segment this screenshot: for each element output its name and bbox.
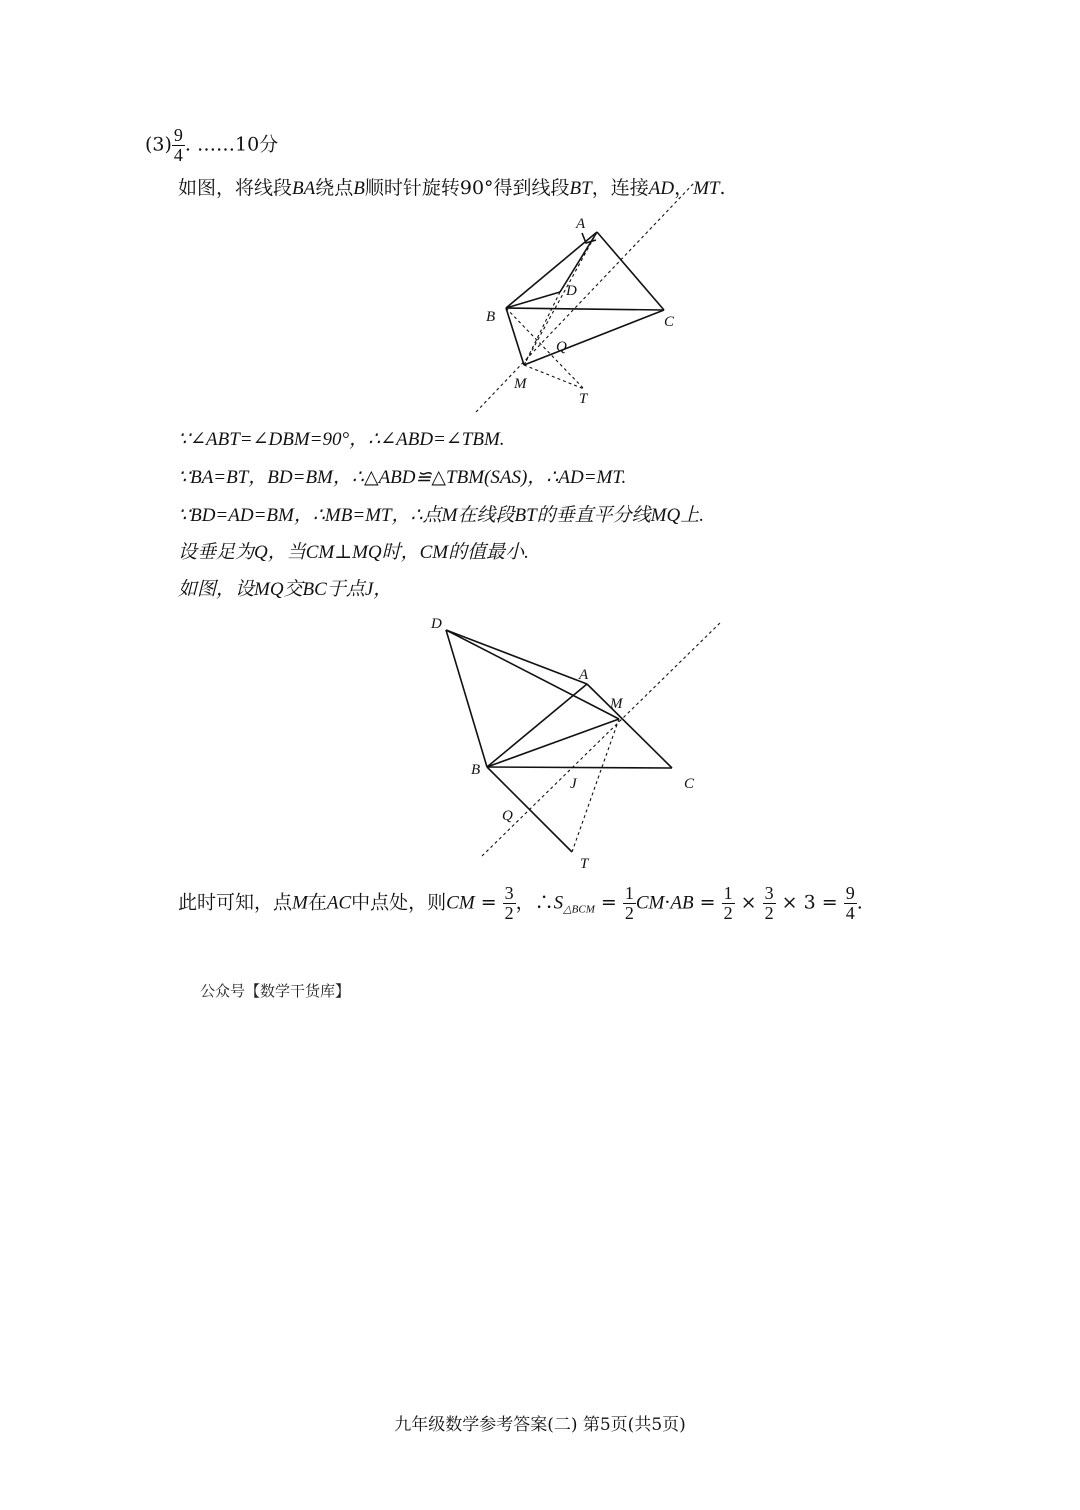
- page-footer: 九年级数学参考答案(二) 第5页(共5页): [394, 1415, 686, 1435]
- fig1-label-B: B: [486, 309, 496, 325]
- fig1-label-C: C: [664, 314, 675, 330]
- fig2-label-C: C: [684, 776, 695, 792]
- proof-line-2: ∵BA=BT，BD=BM，∴△ABD≌△TBM(SAS)，∴AD=MT.: [178, 467, 627, 488]
- part3-answer: (3) $\frac{9}{4}$ . ……10分: [145, 125, 279, 165]
- fig1-label-T: T: [579, 391, 588, 407]
- proof-line-1: ∵∠ABT=∠DBM=90°，∴∠ABD=∠TBM.: [178, 429, 505, 450]
- fig2-label-T: T: [580, 856, 589, 872]
- fig2-label-A: A: [579, 667, 589, 683]
- proof-line-3: ∵BD=AD=BM，∴MB=MT，∴点M在线段BT的垂直平分线MQ上.: [178, 505, 704, 526]
- fig1-label-M: M: [514, 376, 527, 392]
- final-computation: 此时可知，点M在AC中点处，则CM = $\frac{3}{2}$ ，$\therefore S_{\triangle BCM}$ = $\frac{1}{2}$ CM·AB = $\frac{1}{2}$ × $\frac{3}{2}$ × 3 = $\frac{9}{4}$ .: [178, 883, 863, 923]
- fig1-label-A: A: [576, 216, 586, 232]
- proof-line-5: 如图，设MQ交BC于点J，: [178, 579, 393, 600]
- construction-text: 如图，将线段BA绕点B顺时针旋转90°得到线段BT，连接AD，MT.: [178, 177, 726, 199]
- answer-fraction: $\frac{9}{4}$: [173, 125, 183, 165]
- fig2-label-B: B: [471, 762, 481, 778]
- wechat-note: 公众号【数学干货库】: [200, 982, 351, 1000]
- fig2-label-M: M: [610, 696, 623, 712]
- fig2-label-Q: Q: [502, 808, 513, 824]
- fig2-label-D: D: [431, 616, 442, 632]
- fig2-label-J: J: [570, 776, 577, 792]
- proof-line-4: 设垂足为Q，当CM⊥MQ时，CM的值最小.: [178, 542, 529, 563]
- fig1-label-D: D: [566, 283, 577, 299]
- fig1-label-Q: Q: [556, 339, 567, 355]
